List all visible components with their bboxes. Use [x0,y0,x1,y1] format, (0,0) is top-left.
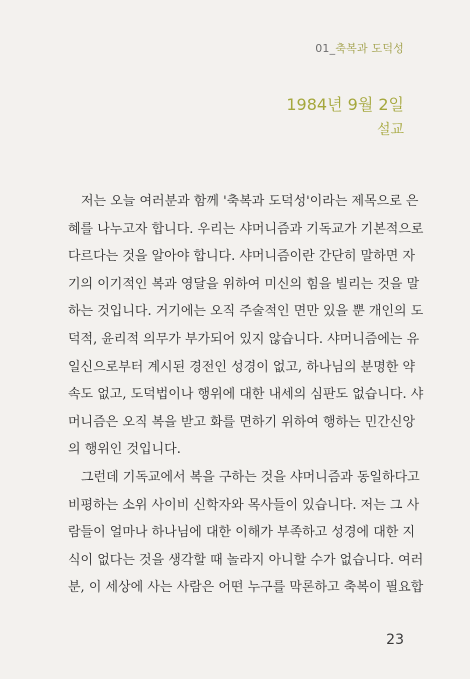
text-line: 비평하는 소위 사이비 신학자와 목사들이 있습니다. 저는 그 사 [68,497,420,513]
body-text [68,188,424,602]
paragraph [68,464,424,602]
text-line: 그런데 기독교에서 복을 구하는 것을 샤머니즘과 동일하다고 [81,469,420,485]
text-line: 하는 것입니다. 거기에는 오직 주술적인 면만 있을 뿐 개인의 도 [68,304,424,320]
running-header [315,40,404,56]
text-line: 덕적, 윤리적 의무가 부가되어 있지 않습니다. 샤머니즘에는 유 [68,331,420,347]
text-line: 기의 이기적인 복과 영달을 위하여 미신의 힘을 빌리는 것을 말 [68,276,420,292]
sermon-date: 1984년 9월 2일 [286,95,404,114]
page-number: 23 [386,632,404,648]
text-line: 혜를 나누고자 합니다. 우리는 샤머니즘과 기독교가 기본적으로 [68,221,424,237]
text-line: 속도 없고, 도덕법이나 행위에 대한 내세의 심판도 없습니다. 샤 [68,387,424,403]
paragraph [68,188,424,464]
section-title: 설교 [376,122,404,138]
chapter-title: 축복과 도덕성 [335,42,404,55]
text-line: 머니즘은 오직 복을 받고 화를 면하기 위하여 행하는 민간신앙 [68,414,416,430]
text-line: 저는 오늘 여러분과 함께 '축복과 도덕성'이라는 제목으로 은 [81,194,419,209]
chapter-number: 01_ [315,42,336,55]
text-line: 분, 이 세상에 사는 사람은 어떤 누구를 막론하고 축복이 필요합 [68,580,424,596]
text-line: 일신으로부터 계시된 경전인 성경이 없고, 하나님의 분명한 약 [68,359,416,375]
text-line: 다르다는 것을 알아야 합니다. 샤머니즘이란 간단히 말하면 자 [68,249,416,265]
text-line: 의 행위인 것입니다. [68,442,181,458]
text-line: 람들이 얼마나 하나님에 대한 이해가 부족하고 성경에 대한 지 [68,525,416,541]
text-line: 식이 없다는 것을 생각할 때 놀라지 아니할 수가 없습니다. 여러 [68,552,424,568]
